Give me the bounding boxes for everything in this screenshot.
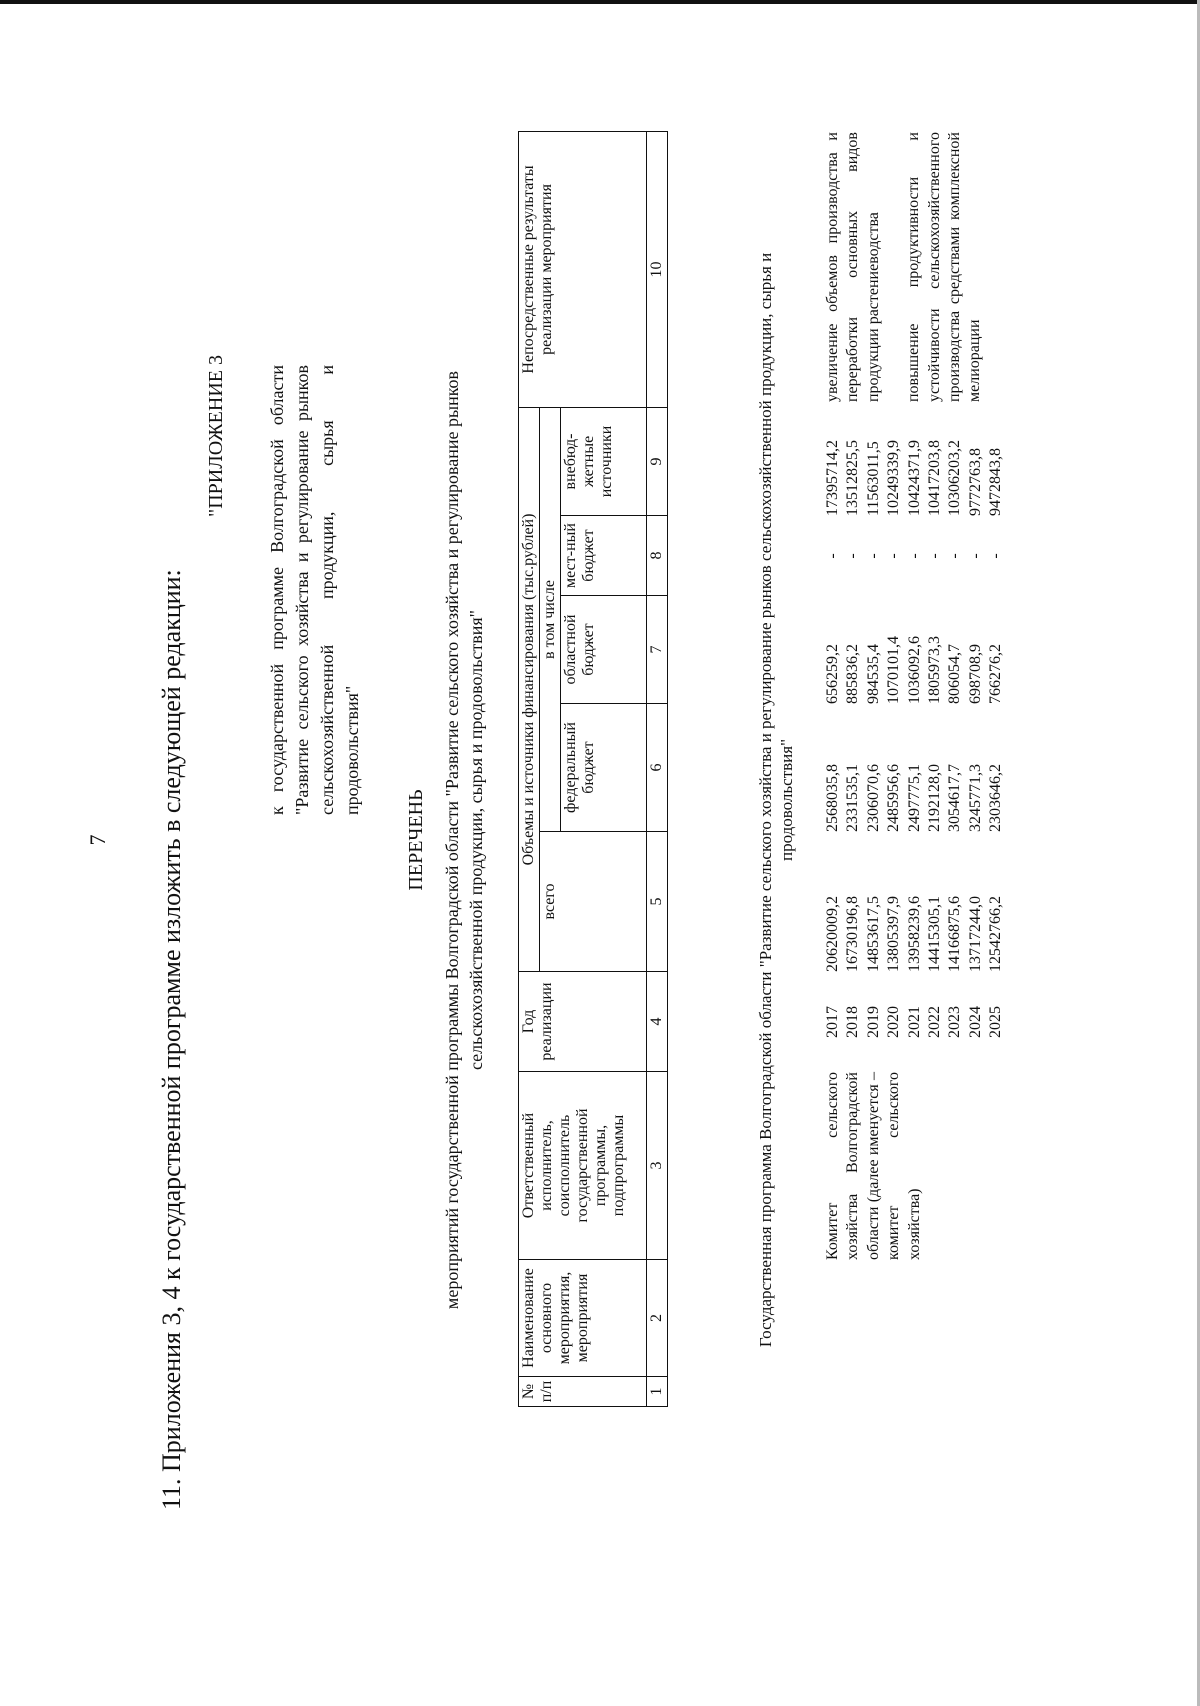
regional-cell: 806054,7 <box>946 644 964 704</box>
extrabudgetary-cell: 11563011,5 <box>864 441 882 516</box>
local-cell: - <box>966 553 984 559</box>
measures-table <box>518 131 668 1407</box>
total-cell: 16730196,8 <box>844 896 862 972</box>
regional-cell: 698708,9 <box>966 644 984 704</box>
year-cell: 2017 <box>824 1006 841 1038</box>
extrabudgetary-cell: 13512825,5 <box>844 440 862 516</box>
appendix-title: "ПРИЛОЖЕНИЕ 3 <box>205 355 227 517</box>
local-cell: - <box>946 553 964 559</box>
results-column <box>823 132 1073 402</box>
regional-cell: 1805973,3 <box>926 636 944 704</box>
total-cell: 14166875,6 <box>946 896 964 972</box>
local-cell: - <box>844 553 862 559</box>
total-cell: 14415305,1 <box>926 896 944 972</box>
year-cell: 2019 <box>864 1006 882 1038</box>
year-cell: 2022 <box>926 1006 944 1038</box>
local-cell: - <box>926 553 944 559</box>
total-cell: 14853617,5 <box>864 896 882 972</box>
extrabudgetary-cell: 10424371,9 <box>905 440 923 516</box>
column-number: 7 <box>647 596 668 704</box>
total-cell: 13958239,6 <box>905 896 923 972</box>
federal-cell: 2306070,6 <box>864 764 882 832</box>
header-federal: федеральный бюджет <box>561 704 647 832</box>
federal-column <box>823 704 1073 832</box>
extrabudgetary-cell: 9772763,8 <box>966 448 984 516</box>
column-number: 4 <box>647 972 668 1072</box>
local-cell: - <box>864 553 882 559</box>
column-number: 1 <box>647 1377 668 1407</box>
program-title: Государственная программа Волгоградской области "Развитие сельского хозяйства и регулирование рынков сельскохозяйственной продукции, сырья и продовольствия" <box>756 252 796 1348</box>
regional-cell: 1070101,4 <box>885 636 903 704</box>
extrabudgetary-cell: 9472843,8 <box>987 448 1005 516</box>
header-name: Наименование основного мероприятия, мероприятия <box>519 1260 647 1377</box>
local-column <box>823 516 1073 596</box>
regional-cell: 656259,2 <box>824 644 841 704</box>
header-total: всего <box>540 832 647 972</box>
column-number: 6 <box>647 704 668 832</box>
total-cell: 12542766,2 <box>987 896 1005 972</box>
scan-top-edge <box>0 0 1200 4</box>
year-cell: 2023 <box>946 1006 964 1038</box>
column-number: 9 <box>647 407 668 515</box>
header-funding: Объемы и источники финансирования (тыс.рублей) <box>519 407 540 971</box>
federal-cell: 2497775,1 <box>905 764 923 832</box>
years-column <box>823 972 1073 1072</box>
amendment-instruction: 11. Приложения 3, 4 к государственной программе изложить в следующей редакции: <box>157 569 186 1510</box>
regional-cell: 766276,2 <box>987 644 1005 704</box>
local-cell: - <box>987 553 1005 559</box>
total-cell: 13805397,9 <box>885 896 903 972</box>
column-number: 5 <box>647 832 668 972</box>
extrabudgetary-cell: 10417203,8 <box>926 440 944 516</box>
header-regional: областной бюджет <box>561 596 647 704</box>
document-page <box>85 130 1100 1550</box>
list-subtitle: мероприятий государственной программы Волгоградской области "Развитие сельского хозяйства и регулирование рынков сельскохозяйственной продукции, сырья и продовольствия" <box>442 370 486 1310</box>
regional-cell: 1036092,6 <box>905 636 923 704</box>
year-cell: 2025 <box>987 1006 1005 1038</box>
column-number: 10 <box>647 131 668 407</box>
header-executor: Ответственный исполнитель, соисполнитель государственной программы, подпрограммы <box>519 1072 647 1260</box>
column-number: 2 <box>647 1260 668 1377</box>
local-cell: - <box>905 553 923 559</box>
page-number: 7 <box>85 834 110 846</box>
column-number: 8 <box>647 516 668 596</box>
header-num: № п/п <box>519 1377 647 1407</box>
total-column <box>823 832 1073 972</box>
header-local: мест-ный бюджет <box>561 516 647 596</box>
header-extra: внебюд-жетные источники <box>561 407 647 515</box>
header-year: Год реализации <box>519 972 647 1072</box>
extrabudgetary-column <box>823 408 1073 516</box>
appendix-reference: к государственной программе Волгоградской области "Развитие сельского хозяйства и регулирование рынков сельскохозяйственной продукции, сырья и продовольствия" <box>267 365 362 815</box>
federal-cell: 2303646,2 <box>987 764 1005 832</box>
total-cell: 13717244,0 <box>966 896 984 972</box>
regional-cell: 984535,4 <box>864 644 882 704</box>
extrabudgetary-cell: 17395714,2 <box>824 440 841 516</box>
local-cell: - <box>824 553 841 559</box>
result-text: повышение продуктивности и устойчивости сельскохозяйственного производства средствами комплексной мелиорации <box>905 132 984 402</box>
federal-cell: 2192128,0 <box>926 764 944 832</box>
regional-column <box>823 596 1073 704</box>
column-number: 3 <box>647 1072 668 1260</box>
local-cell: - <box>885 553 903 559</box>
federal-cell: 3054617,7 <box>946 764 964 832</box>
federal-cell: 2331535,1 <box>844 764 862 832</box>
total-cell: 20620009,2 <box>824 896 841 972</box>
list-title: ПЕРЕЧЕНЬ <box>405 789 427 891</box>
federal-cell: 2568035,8 <box>824 764 841 832</box>
year-cell: 2021 <box>905 1006 923 1038</box>
federal-cell: 3245771,3 <box>966 764 984 832</box>
extrabudgetary-cell: 10306203,2 <box>946 440 964 516</box>
result-text: увеличение объемов производства и переработки основных видов продукции растениеводства <box>824 132 882 402</box>
program-executor: Комитет сельского хозяйства Волгоградской области (далее именуется – комитет сельского хозяйства) <box>824 1072 923 1260</box>
year-cell: 2020 <box>885 1006 903 1038</box>
header-results: Непосредственные результаты реализации мероприятия <box>519 131 647 407</box>
header-including: в том числе <box>540 407 561 831</box>
federal-cell: 2485956,6 <box>885 764 903 832</box>
year-cell: 2024 <box>966 1006 984 1038</box>
extrabudgetary-cell: 10249339,9 <box>885 440 903 516</box>
regional-cell: 885836,2 <box>844 644 862 704</box>
year-cell: 2018 <box>844 1006 862 1038</box>
